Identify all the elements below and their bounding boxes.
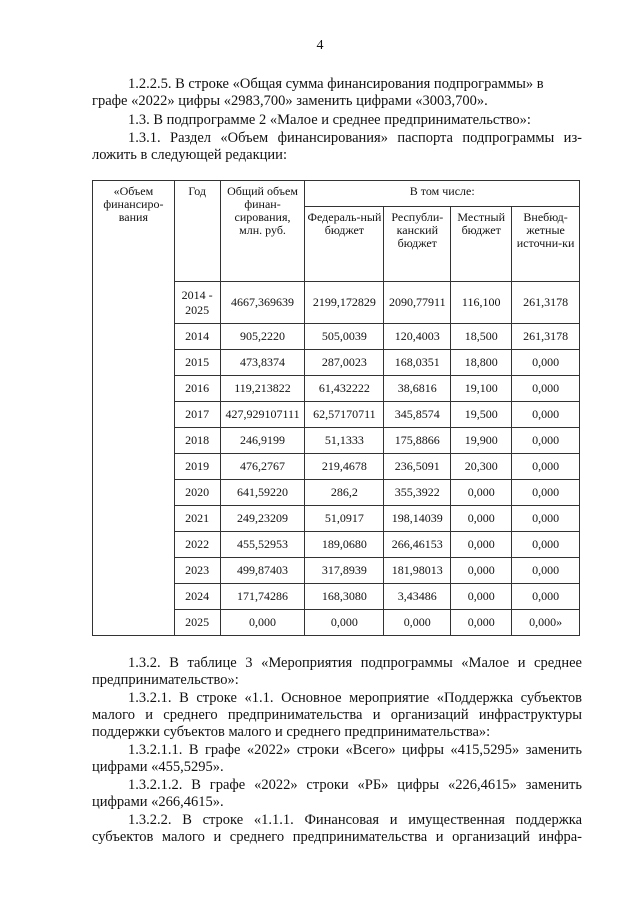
cell-year: 2014 bbox=[174, 324, 220, 350]
cell-republic: 168,0351 bbox=[384, 350, 451, 376]
cell-local: 19,500 bbox=[451, 402, 512, 428]
paragraph-1-3-1 bbox=[92, 130, 582, 164]
cell-total: 119,213822 bbox=[220, 376, 305, 402]
cell-republic: 3,43486 bbox=[384, 584, 451, 610]
text-line: 1.3.2.1.1. В графе «2022» строки «Всего» цифры «415,5295» заменить bbox=[128, 742, 582, 758]
cell-republic: 175,8866 bbox=[384, 428, 451, 454]
text-line: цифрами «455,5295». bbox=[92, 759, 224, 775]
cell-federal: 168,3080 bbox=[305, 584, 384, 610]
text-line: 1.3.2.2. В строке «1.1.1. Финансовая и имущественная поддержка bbox=[128, 812, 582, 828]
cell-total: 455,52953 bbox=[220, 532, 305, 558]
cell-extra: 0,000 bbox=[512, 558, 580, 584]
cell-extra: 0,000» bbox=[512, 610, 580, 636]
text-line: малого и среднего предпринимательства и организаций инфраструктуры bbox=[92, 707, 582, 723]
cell-year: 2023 bbox=[174, 558, 220, 584]
cell-extra: 0,000 bbox=[512, 480, 580, 506]
cell-federal: 287,0023 bbox=[305, 350, 384, 376]
cell-local: 18,800 bbox=[451, 350, 512, 376]
cell-republic: 345,8574 bbox=[384, 402, 451, 428]
cell-total: 641,59220 bbox=[220, 480, 305, 506]
cell-year: 2018 bbox=[174, 428, 220, 454]
text-line: 1.3.1. Раздел «Объем финансирования» паспорта подпрограммы из- bbox=[128, 130, 582, 146]
cell-republic: 2090,77911 bbox=[384, 282, 451, 324]
header-federal: Федераль-ный бюджет bbox=[305, 207, 384, 282]
cell-extra: 0,000 bbox=[512, 428, 580, 454]
text-line: 1.2.2.5. В строке «Общая сумма финансирования подпрограммы» в bbox=[128, 76, 544, 92]
paragraph-1-3 bbox=[92, 112, 582, 129]
cell-republic: 181,98013 bbox=[384, 558, 451, 584]
cell-local: 18,500 bbox=[451, 324, 512, 350]
header-financing-volume: «Объем финансиро-вания bbox=[93, 181, 175, 282]
cell-year: 2021 bbox=[174, 506, 220, 532]
cell-extra: 261,3178 bbox=[512, 324, 580, 350]
cell-federal: 317,8939 bbox=[305, 558, 384, 584]
cell-extra: 0,000 bbox=[512, 454, 580, 480]
cell-republic: 355,3922 bbox=[384, 480, 451, 506]
cell-total: 473,8374 bbox=[220, 350, 305, 376]
cell-year: 2022 bbox=[174, 532, 220, 558]
cell-total: 905,2220 bbox=[220, 324, 305, 350]
cell-local: 0,000 bbox=[451, 506, 512, 532]
cell-federal: 0,000 bbox=[305, 610, 384, 636]
page-number: 4 bbox=[316, 38, 324, 53]
cell-federal: 62,57170711 bbox=[305, 402, 384, 428]
text-line: ложить в следующей редакции: bbox=[92, 147, 287, 163]
cell-total: 499,87403 bbox=[220, 558, 305, 584]
header-including: В том числе: bbox=[305, 181, 580, 207]
text-line: 1.3.2.1. В строке «1.1. Основное мероприятие «Поддержка субъектов bbox=[128, 690, 582, 706]
paragraph-1-3-2 bbox=[92, 655, 582, 689]
label-column-empty bbox=[93, 282, 175, 636]
cell-republic: 38,6816 bbox=[384, 376, 451, 402]
cell-local: 116,100 bbox=[451, 282, 512, 324]
cell-republic: 236,5091 bbox=[384, 454, 451, 480]
cell-extra: 0,000 bbox=[512, 506, 580, 532]
cell-federal: 219,4678 bbox=[305, 454, 384, 480]
cell-federal: 51,0917 bbox=[305, 506, 384, 532]
header-total: Общий объем финан-сирования, млн. руб. bbox=[220, 181, 305, 282]
cell-total: 249,23209 bbox=[220, 506, 305, 532]
cell-federal: 61,432222 bbox=[305, 376, 384, 402]
table-row bbox=[93, 282, 580, 324]
cell-year: 2017 bbox=[174, 402, 220, 428]
paragraph-1-3-2-1 bbox=[92, 690, 582, 741]
cell-extra: 0,000 bbox=[512, 376, 580, 402]
paragraph-1-3-2-2 bbox=[92, 812, 582, 846]
cell-extra: 0,000 bbox=[512, 402, 580, 428]
header-extra: Внебюд-жетные источни-ки bbox=[512, 207, 580, 282]
cell-total: 476,2767 bbox=[220, 454, 305, 480]
cell-year: 2016 bbox=[174, 376, 220, 402]
text-line: цифрами «266,4615». bbox=[92, 794, 224, 810]
cell-federal: 51,1333 bbox=[305, 428, 384, 454]
text-line: 1.3. В подпрограмме 2 «Малое и среднее предпринимательство»: bbox=[128, 112, 531, 128]
cell-republic: 120,4003 bbox=[384, 324, 451, 350]
cell-republic: 266,46153 bbox=[384, 532, 451, 558]
cell-republic: 198,14039 bbox=[384, 506, 451, 532]
cell-local: 20,300 bbox=[451, 454, 512, 480]
text-line: графе «2022» цифры «2983,700» заменить цифрами «3003,700». bbox=[92, 93, 488, 109]
header-republic: Республи-канский бюджет bbox=[384, 207, 451, 282]
cell-local: 0,000 bbox=[451, 558, 512, 584]
text-line: субъектов малого и среднего предпринимательства и организаций инфра- bbox=[92, 829, 582, 845]
cell-local: 0,000 bbox=[451, 532, 512, 558]
cell-extra: 0,000 bbox=[512, 584, 580, 610]
cell-extra: 0,000 bbox=[512, 350, 580, 376]
paragraph-1-2-2-5 bbox=[92, 76, 582, 110]
cell-local: 0,000 bbox=[451, 480, 512, 506]
header-local: Местный бюджет bbox=[451, 207, 512, 282]
cell-year: 2020 bbox=[174, 480, 220, 506]
cell-total: 171,74286 bbox=[220, 584, 305, 610]
paragraph-1-3-2-1-2 bbox=[92, 777, 582, 811]
cell-year: 2019 bbox=[174, 454, 220, 480]
financing-table bbox=[92, 180, 580, 636]
cell-federal: 189,0680 bbox=[305, 532, 384, 558]
cell-total: 427,929107111 bbox=[220, 402, 305, 428]
cell-year: 2015 bbox=[174, 350, 220, 376]
cell-federal: 505,0039 bbox=[305, 324, 384, 350]
text-line: 1.3.2.1.2. В графе «2022» строки «РБ» цифры «226,4615» заменить bbox=[128, 777, 582, 793]
text-line: поддержки субъектов малого и среднего предпринимательства»: bbox=[92, 724, 491, 740]
cell-extra: 261,3178 bbox=[512, 282, 580, 324]
cell-local: 0,000 bbox=[451, 610, 512, 636]
cell-extra: 0,000 bbox=[512, 532, 580, 558]
cell-year: 2025 bbox=[174, 610, 220, 636]
cell-total: 246,9199 bbox=[220, 428, 305, 454]
cell-local: 0,000 bbox=[451, 584, 512, 610]
text-line: предпринимательство»: bbox=[92, 672, 239, 688]
cell-total: 4667,369639 bbox=[220, 282, 305, 324]
text-line: 1.3.2. В таблице 3 «Мероприятия подпрограммы «Малое и среднее bbox=[128, 655, 582, 671]
cell-local: 19,100 bbox=[451, 376, 512, 402]
cell-federal: 286,2 bbox=[305, 480, 384, 506]
cell-year: 2024 bbox=[174, 584, 220, 610]
cell-republic: 0,000 bbox=[384, 610, 451, 636]
cell-local: 19,900 bbox=[451, 428, 512, 454]
paragraph-1-3-2-1-1 bbox=[92, 742, 582, 776]
header-year: Год bbox=[174, 181, 220, 282]
cell-year: 2014 - 2025 bbox=[174, 282, 220, 324]
cell-federal: 2199,172829 bbox=[305, 282, 384, 324]
cell-total: 0,000 bbox=[220, 610, 305, 636]
